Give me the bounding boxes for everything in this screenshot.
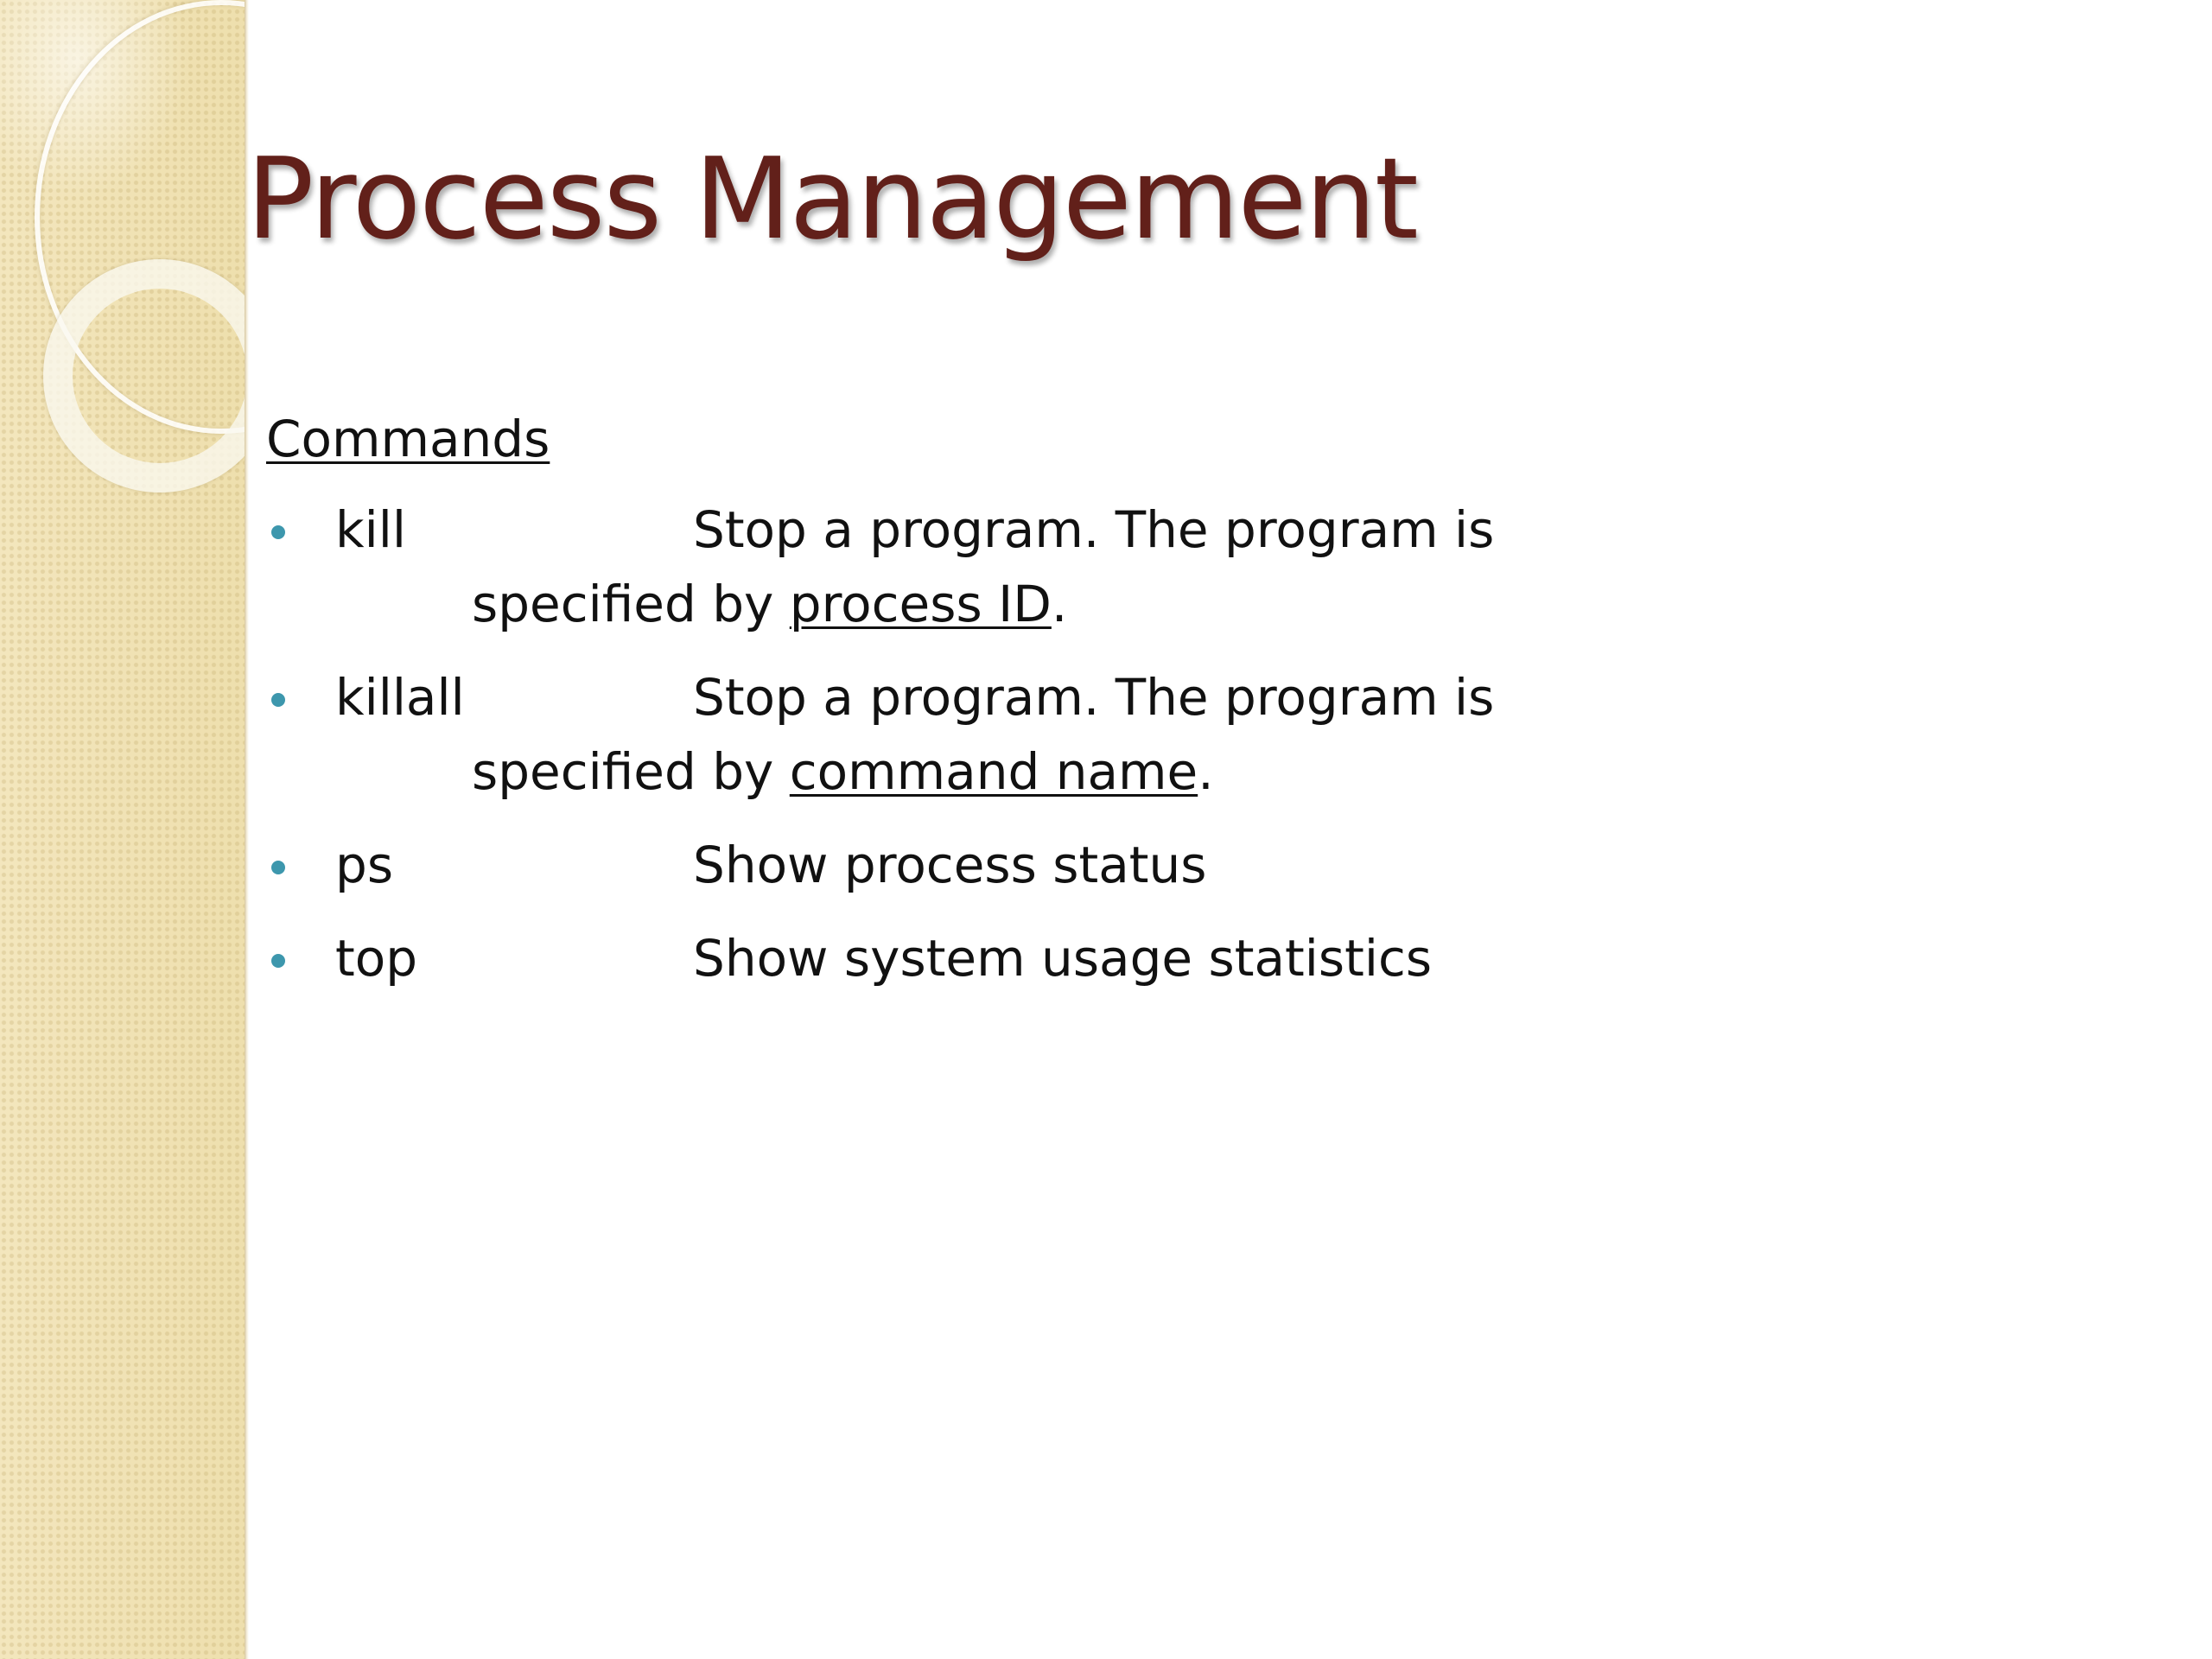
slide-body [266,404,1735,1014]
command-item-ps [266,828,1735,902]
slide-title: Process Management [246,133,1417,264]
command-item-top [266,921,1735,995]
continuation-suffix: . [1198,742,1214,801]
command-name: ps [335,836,394,894]
bullet-icon [271,525,285,539]
bullet-icon [271,861,285,874]
command-description-continuation [335,734,1735,809]
command-description: Stop a program. The program is [693,668,1495,727]
command-name: top [335,929,418,988]
command-description: Stop a program. The program is [693,500,1495,559]
process-id-term: process ID [789,575,1052,633]
command-name: kill [335,500,406,559]
command-row [335,660,1735,734]
command-item-kill [266,493,1735,641]
command-description: Show system usage statistics [693,929,1433,988]
command-name-term: command name [789,742,1198,801]
decorative-sidebar [0,0,246,1659]
command-list [266,493,1735,995]
bullet-icon [271,954,285,968]
continuation-prefix: specified by [472,742,790,801]
section-heading: Commands [266,410,550,468]
bullet-icon [271,693,285,707]
command-name: killall [335,668,465,727]
continuation-prefix: specified by [472,575,790,633]
command-row [335,921,1735,995]
command-description: Show process status [693,836,1207,894]
command-description-continuation [335,567,1735,641]
command-item-killall [266,660,1735,809]
continuation-suffix: . [1051,575,1068,633]
command-row [335,828,1735,902]
command-row [335,493,1735,567]
